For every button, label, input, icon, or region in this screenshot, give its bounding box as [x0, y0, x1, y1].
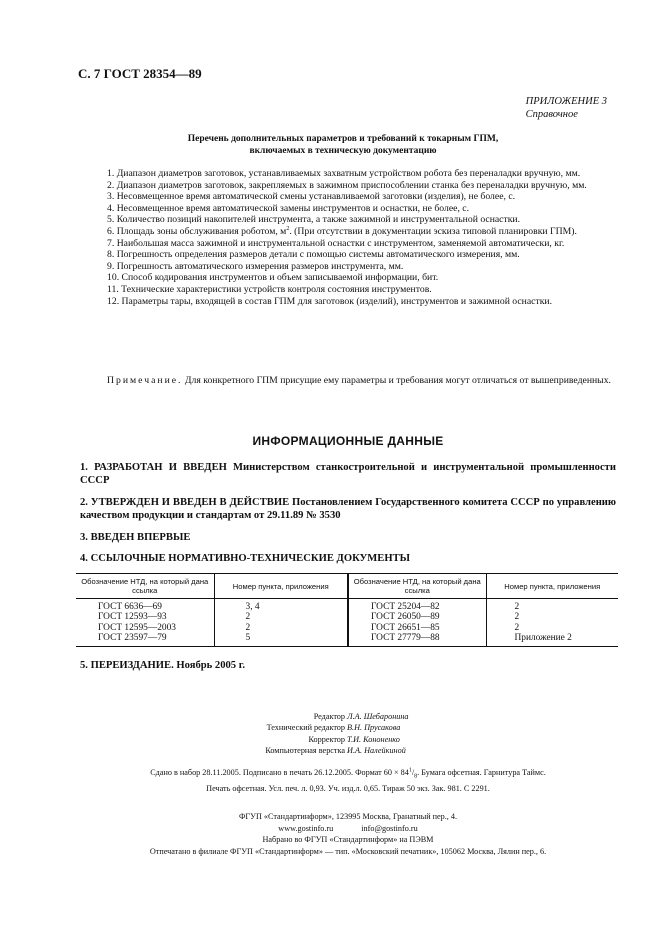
pub-sub: 8 — [414, 773, 418, 780]
table-cell: ГОСТ 26050—89 — [348, 612, 486, 622]
col-header-clause-left: Номер пункта, приложения — [214, 574, 348, 599]
note-label: Примечание. — [107, 375, 183, 386]
info-item-2-head: 2. УТВЕРЖДЕН И ВВЕДЕН В ДЕЙСТВИЕ — [80, 497, 290, 508]
pub-sup: 1 — [408, 767, 412, 774]
note — [89, 375, 613, 387]
list-item: 9. Погрешность автоматического измерения размеров инструмента, мм. — [107, 260, 404, 272]
list-item — [89, 226, 613, 238]
info-item-2 — [80, 496, 616, 522]
pub-slash: / — [411, 768, 415, 777]
credit-person: Т.И. Кононенко — [347, 734, 400, 744]
appendix-label: ПРИЛОЖЕНИЕ 3 — [525, 96, 607, 107]
list-item: 4. Несовмещенное время автоматической замены инструментов и оснастки, не более, с. — [107, 202, 470, 214]
references-table — [76, 573, 618, 647]
credit-role: Компьютерная верстка — [265, 745, 345, 755]
info-item-2-text: Постановлением Государственного комитета СССР по управлению качеством продукции и стандартам от 29.11.89 № 3530 — [80, 497, 616, 521]
info-item-1-text: Министерством станкостроительной и инструментальной промышленности СССР — [80, 462, 616, 486]
table-cell: ГОСТ 12595—2003 — [98, 622, 176, 633]
table-row — [76, 623, 618, 633]
credit-corrector — [0, 734, 661, 745]
title-line-1: Перечень дополнительных параметров и требований к токарным ГПМ, — [187, 134, 499, 144]
table-cell: 2 — [486, 599, 618, 613]
email-link[interactable]: info@gostinfo.ru — [361, 823, 418, 833]
table-cell: ГОСТ 25204—82 — [348, 599, 486, 613]
table-cell: ГОСТ 26651—85 — [348, 623, 486, 633]
list-item: 5. Количество позиций накопителей инструмента, а также зажимной и инструментальной оснастки. — [107, 214, 521, 226]
pub-text-2: . Бумага офсетная. Гарнитура Таймс. — [417, 768, 546, 777]
credit-person: В.Н. Прусакова — [347, 723, 401, 733]
credit-tech-editor — [0, 722, 661, 733]
table-cell: Приложение 2 — [486, 633, 618, 645]
credit-role: Корректор — [308, 734, 345, 744]
footer-contacts — [78, 823, 618, 835]
credit-editor — [0, 711, 661, 722]
table-cell: 5 — [214, 633, 348, 645]
footer-typeset: Набрано во ФГУП «Стандартинформ» на ПЭВМ — [262, 835, 434, 844]
table-cell: 2 — [214, 623, 348, 633]
credits-block — [0, 711, 661, 756]
appendix-title — [78, 133, 608, 157]
table-cell: ГОСТ 12593—93 — [98, 612, 167, 623]
table-cell: 2 — [214, 612, 348, 622]
pub-text: Сдано в набор 28.11.2005. Подписано в печать 26.12.2005. Формат 60 × 84 — [150, 768, 409, 777]
info-item-1 — [80, 461, 616, 487]
publisher-footer — [78, 811, 618, 857]
parameters-list — [89, 168, 613, 307]
list-item: 3. Несовмещенное время автоматической смены устанавливаемой заготовки (изделия), не более, с. — [107, 191, 516, 203]
table-row — [76, 633, 618, 645]
note-text: Для конкретного ГПМ присущие ему параметры и требования могут отличаться от вышеприведенных. — [182, 375, 611, 386]
list-item: 2. Диапазон диаметров заготовок, закрепляемых в зажимном приспособлении станка без переналадки вручную, мм. — [107, 179, 587, 191]
publication-line-1 — [78, 767, 618, 783]
title-line-2: включаемых в техническую документацию — [249, 146, 437, 156]
info-item-1-head: 1. РАЗРАБОТАН И ВВЕДЕН — [80, 462, 227, 473]
info-item-5: 5. ПЕРЕИЗДАНИЕ. Ноябрь 2005 г. — [80, 660, 246, 671]
table-header-row — [76, 574, 618, 599]
list-item: 11. Технические характеристики устройств контроля состояния инструментов. — [107, 283, 432, 295]
credit-role: Технический редактор — [266, 723, 345, 733]
credit-role: Редактор — [313, 712, 345, 721]
item-6-text: 6. Площадь зоны обслуживания роботом, м — [107, 225, 287, 237]
col-header-ntd-right: Обозначение НТД, на который дана ссылка — [348, 574, 486, 599]
publication-line-2: Печать офсетная. Усл. печ. л. 0,93. Уч. изд.л. 0,65. Тираж 50 экз. Зак. 981. С 2291. — [206, 783, 490, 793]
table-cell: 2 — [486, 612, 618, 622]
table-row — [76, 599, 618, 613]
info-item-4: 4. ССЫЛОЧНЫЕ НОРМАТИВНО-ТЕХНИЧЕСКИЕ ДОКУМЕНТЫ — [80, 553, 411, 564]
item-6-superscript: 2 — [286, 225, 290, 232]
table-cell: 3, 4 — [214, 599, 348, 613]
list-item: 8. Погрешность определения размеров детали с помощью системы автоматического измерения, мм. — [107, 249, 520, 261]
page-header: С. 7 ГОСТ 28354—89 — [78, 66, 202, 81]
list-item: 1. Диапазон диаметров заготовок, устанавливаемых захватным устройством робота без переналадки вручную, мм. — [107, 168, 581, 179]
website-link[interactable]: www.gostinfo.ru — [278, 823, 334, 833]
table-row — [76, 612, 618, 622]
list-item: 10. Способ кодирования инструментов и объем записываемой информации, бит. — [107, 272, 439, 284]
appendix-label-block — [526, 95, 607, 121]
credit-layout — [0, 745, 661, 756]
footer-address: ФГУП «Стандартинформ», 123995 Москва, Гранатный пер., 4. — [238, 812, 458, 821]
appendix-sublabel: Справочное — [525, 109, 578, 120]
credit-person: И.А. Налейкиной — [347, 745, 406, 755]
item-6-tail: . (При отсутствии в документации эскиза типовой планировки ГПМ). — [289, 225, 577, 237]
table-cell: ГОСТ 27779—88 — [348, 633, 486, 645]
credit-person: Л.А. Шебаронина — [347, 712, 409, 721]
info-item-3: 3. ВВЕДЕН ВПЕРВЫЕ — [80, 532, 191, 543]
info-section-title: ИНФОРМАЦИОННЫЕ ДАННЫЕ — [252, 434, 444, 448]
table-cell: ГОСТ 6636—69 — [98, 602, 162, 612]
publication-info — [78, 767, 618, 795]
footer-printed: Отпечатано в филиале ФГУП «Стандартинформ» — тип. «Московский печатник», 105062 Москва, Лялин пер., 6. — [149, 846, 547, 856]
col-header-ntd-left: Обозначение НТД, на который дана ссылка — [76, 574, 214, 599]
col-header-clause-right: Номер пункта, приложения — [486, 574, 618, 599]
table-cell: ГОСТ 23597—79 — [98, 633, 167, 644]
table-cell: 2 — [486, 623, 618, 633]
list-item: 7. Наибольшая масса зажимной и инструментальной оснастки с инструментом, заменяемой автоматически, кг. — [107, 237, 565, 249]
list-item: 12. Параметры тары, входящей в состав ГПМ для заготовок (изделий), инструментов и зажимной оснастки. — [107, 295, 553, 307]
